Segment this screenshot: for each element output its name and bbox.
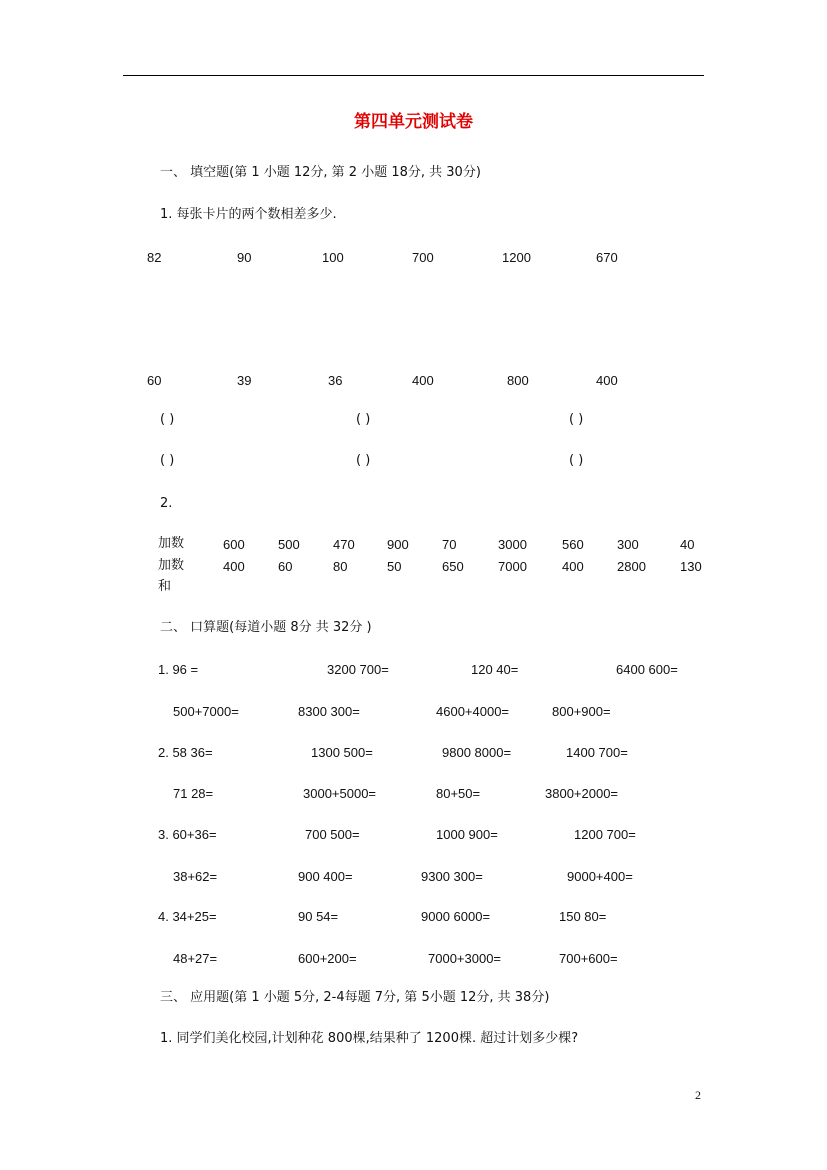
card-bottom-value: 39	[237, 373, 252, 388]
math-item: 1. 96 =	[158, 662, 199, 677]
math-item: 9000+400=	[567, 869, 633, 884]
table-cell: 80	[333, 559, 348, 574]
math-item: 3200 700=	[327, 662, 389, 677]
table-cell: 70	[442, 537, 457, 552]
table-cell: 900	[387, 537, 409, 552]
answer-blank[interactable]: ( )	[569, 453, 584, 468]
math-item: 9800 8000=	[442, 745, 512, 760]
table-cell: 60	[278, 559, 293, 574]
header-rule	[123, 75, 704, 76]
math-item: 71 28=	[173, 786, 214, 801]
math-item: 150 80=	[559, 909, 607, 924]
math-item: 120 40=	[471, 662, 519, 677]
card-bottom-value: 400	[412, 373, 434, 388]
table-cell: 650	[442, 559, 464, 574]
table-cell: 400	[562, 559, 584, 574]
math-item: 700+600=	[559, 951, 618, 966]
page-number: 2	[695, 1088, 701, 1102]
answer-blank[interactable]: ( )	[356, 453, 371, 468]
section1-q1-prompt: 1. 每张卡片的两个数相差多少.	[160, 207, 337, 222]
math-item: 9000 6000=	[421, 909, 491, 924]
card-top-value: 700	[412, 250, 434, 265]
table-cell: 130	[680, 559, 702, 574]
addend-label: 加数	[158, 558, 185, 573]
table-cell: 7000	[498, 559, 527, 574]
math-item: 80+50=	[436, 786, 481, 801]
math-item: 1200 700=	[574, 827, 636, 842]
card-top-value: 670	[596, 250, 618, 265]
math-item: 3000+5000=	[303, 786, 377, 801]
card-bottom-value: 36	[328, 373, 343, 388]
table-cell: 3000	[498, 537, 527, 552]
card-bottom-value: 400	[596, 373, 618, 388]
math-item: 3. 60+36=	[158, 827, 217, 842]
section1-q2-prompt: 2.	[160, 496, 173, 511]
math-item: 90 54=	[298, 909, 339, 924]
page-title: 第四单元测试卷	[354, 112, 473, 132]
math-item: 9300 300=	[421, 869, 483, 884]
section1-heading: 一、 填空题(第 1 小题 12分, 第 2 小题 18分, 共 30分)	[160, 165, 481, 180]
math-item: 700 500=	[305, 827, 360, 842]
card-bottom-value: 60	[147, 373, 162, 388]
math-item: 4600+4000=	[436, 704, 510, 719]
answer-blank[interactable]: ( )	[356, 412, 371, 427]
addend-label: 加数	[158, 536, 185, 551]
answer-blank[interactable]: ( )	[160, 412, 175, 427]
section3-heading: 三、 应用题(第 1 小题 5分, 2-4每题 7分, 第 5小题 12分, 共 38分)	[160, 990, 550, 1005]
math-item: 3800+2000=	[545, 786, 619, 801]
math-item: 4. 34+25=	[158, 909, 217, 924]
table-cell: 470	[333, 537, 355, 552]
math-item: 900 400=	[298, 869, 353, 884]
table-cell: 40	[680, 537, 695, 552]
card-top-value: 100	[322, 250, 344, 265]
math-item: 1300 500=	[311, 745, 373, 760]
table-cell: 560	[562, 537, 584, 552]
math-item: 48+27=	[173, 951, 218, 966]
math-item: 1000 900=	[436, 827, 498, 842]
table-cell: 300	[617, 537, 639, 552]
table-cell: 500	[278, 537, 300, 552]
sum-label: 和	[158, 579, 172, 594]
math-item: 2. 58 36=	[158, 745, 213, 760]
section3-q1: 1. 同学们美化校园,计划种花 800棵,结果种了 1200棵. 超过计划多少棵?	[160, 1031, 579, 1046]
table-cell: 2800	[617, 559, 646, 574]
math-item: 800+900=	[552, 704, 611, 719]
card-bottom-value: 800	[507, 373, 529, 388]
math-item: 7000+3000=	[428, 951, 502, 966]
section2-heading: 二、 口算题(每道小题 8分 共 32分 )	[160, 620, 372, 635]
table-cell: 400	[223, 559, 245, 574]
answer-blank[interactable]: ( )	[160, 453, 175, 468]
math-item: 8300 300=	[298, 704, 360, 719]
card-top-value: 82	[147, 250, 162, 265]
math-item: 38+62=	[173, 869, 218, 884]
math-item: 1400 700=	[566, 745, 628, 760]
math-item: 600+200=	[298, 951, 357, 966]
table-cell: 600	[223, 537, 245, 552]
table-cell: 50	[387, 559, 402, 574]
math-item: 6400 600=	[616, 662, 678, 677]
card-top-value: 1200	[502, 250, 531, 265]
answer-blank[interactable]: ( )	[569, 412, 584, 427]
card-top-value: 90	[237, 250, 252, 265]
math-item: 500+7000=	[173, 704, 239, 719]
